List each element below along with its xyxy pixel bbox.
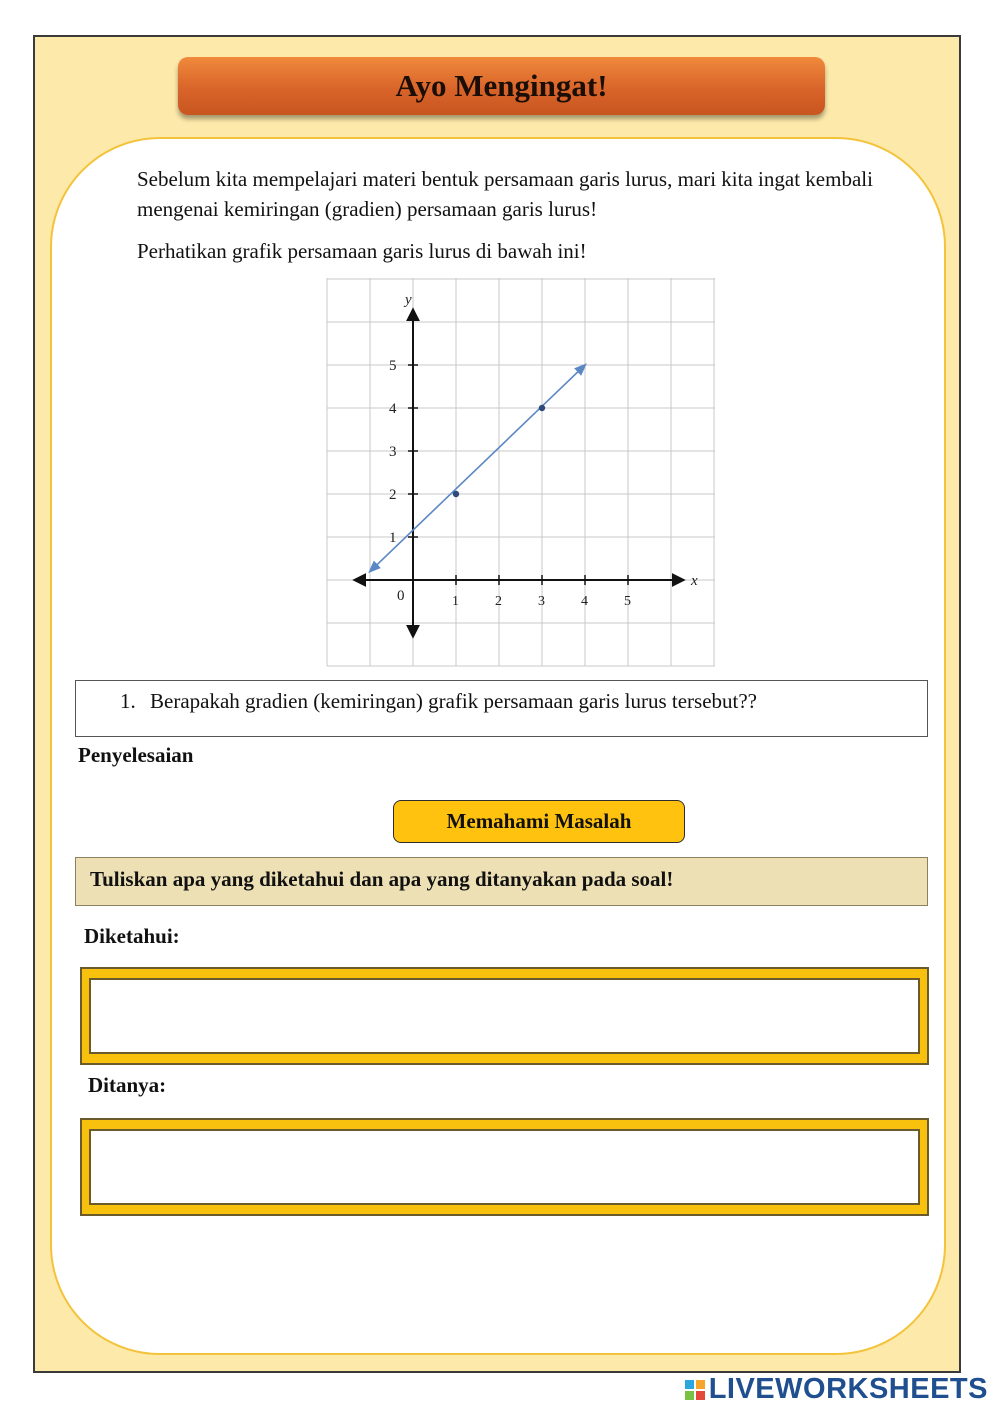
intro-paragraph: Sebelum kita mempelajari materi bentuk persamaan garis lurus, mari kita ingat kembali mengenai kemiringan (gradien) persamaan garis lurus! (137, 167, 873, 221)
title-banner (178, 57, 825, 115)
penyelesaian-heading: Penyelesaian (78, 743, 194, 767)
question-number: 1. (120, 689, 136, 713)
diketahui-input[interactable] (89, 978, 920, 1054)
x-tick-label: 2 (495, 594, 502, 609)
origin-label: 0 (397, 588, 405, 604)
instruction-box (75, 857, 928, 906)
step-badge (393, 800, 685, 843)
data-point (539, 405, 545, 411)
logo-squares-icon (685, 1380, 705, 1400)
x-tick-label: 1 (452, 594, 459, 609)
brand-name: LIVEWORKSHEETS (708, 1373, 988, 1405)
line-graph (325, 276, 717, 668)
y-tick-label: 1 (389, 530, 397, 546)
intro-instruction: Perhatikan grafik persamaan garis lurus di bawah ini! (137, 239, 587, 263)
step-label: Memahami Masalah (446, 809, 632, 833)
y-tick-label: 5 (389, 358, 397, 374)
x-tick-label: 4 (581, 594, 588, 609)
ditanya-answer-box (80, 1118, 929, 1216)
y-tick-label: 2 (389, 487, 397, 503)
x-tick-label: 5 (624, 594, 631, 609)
y-axis-label: y (405, 292, 412, 308)
series-line (370, 365, 585, 571)
diketahui-label: Diketahui: (84, 924, 180, 948)
data-point (453, 491, 459, 497)
x-tick-label: 3 (538, 594, 545, 609)
ditanya-label: Ditanya: (88, 1073, 167, 1097)
diketahui-answer-box (80, 967, 929, 1065)
instruction-text: Tuliskan apa yang diketahui dan apa yang ditanyakan pada soal! (90, 867, 674, 891)
y-tick-label: 3 (389, 444, 397, 460)
question-box (75, 680, 928, 737)
page-title: Ayo Mengingat! (395, 68, 608, 103)
ditanya-input[interactable] (89, 1129, 920, 1205)
y-tick-label: 4 (389, 401, 397, 417)
liveworksheets-logo[interactable] (685, 1373, 988, 1406)
question-text: Berapakah gradien (kemiringan) grafik persamaan garis lurus tersebut?? (150, 689, 757, 713)
x-axis-label: x (691, 573, 698, 589)
